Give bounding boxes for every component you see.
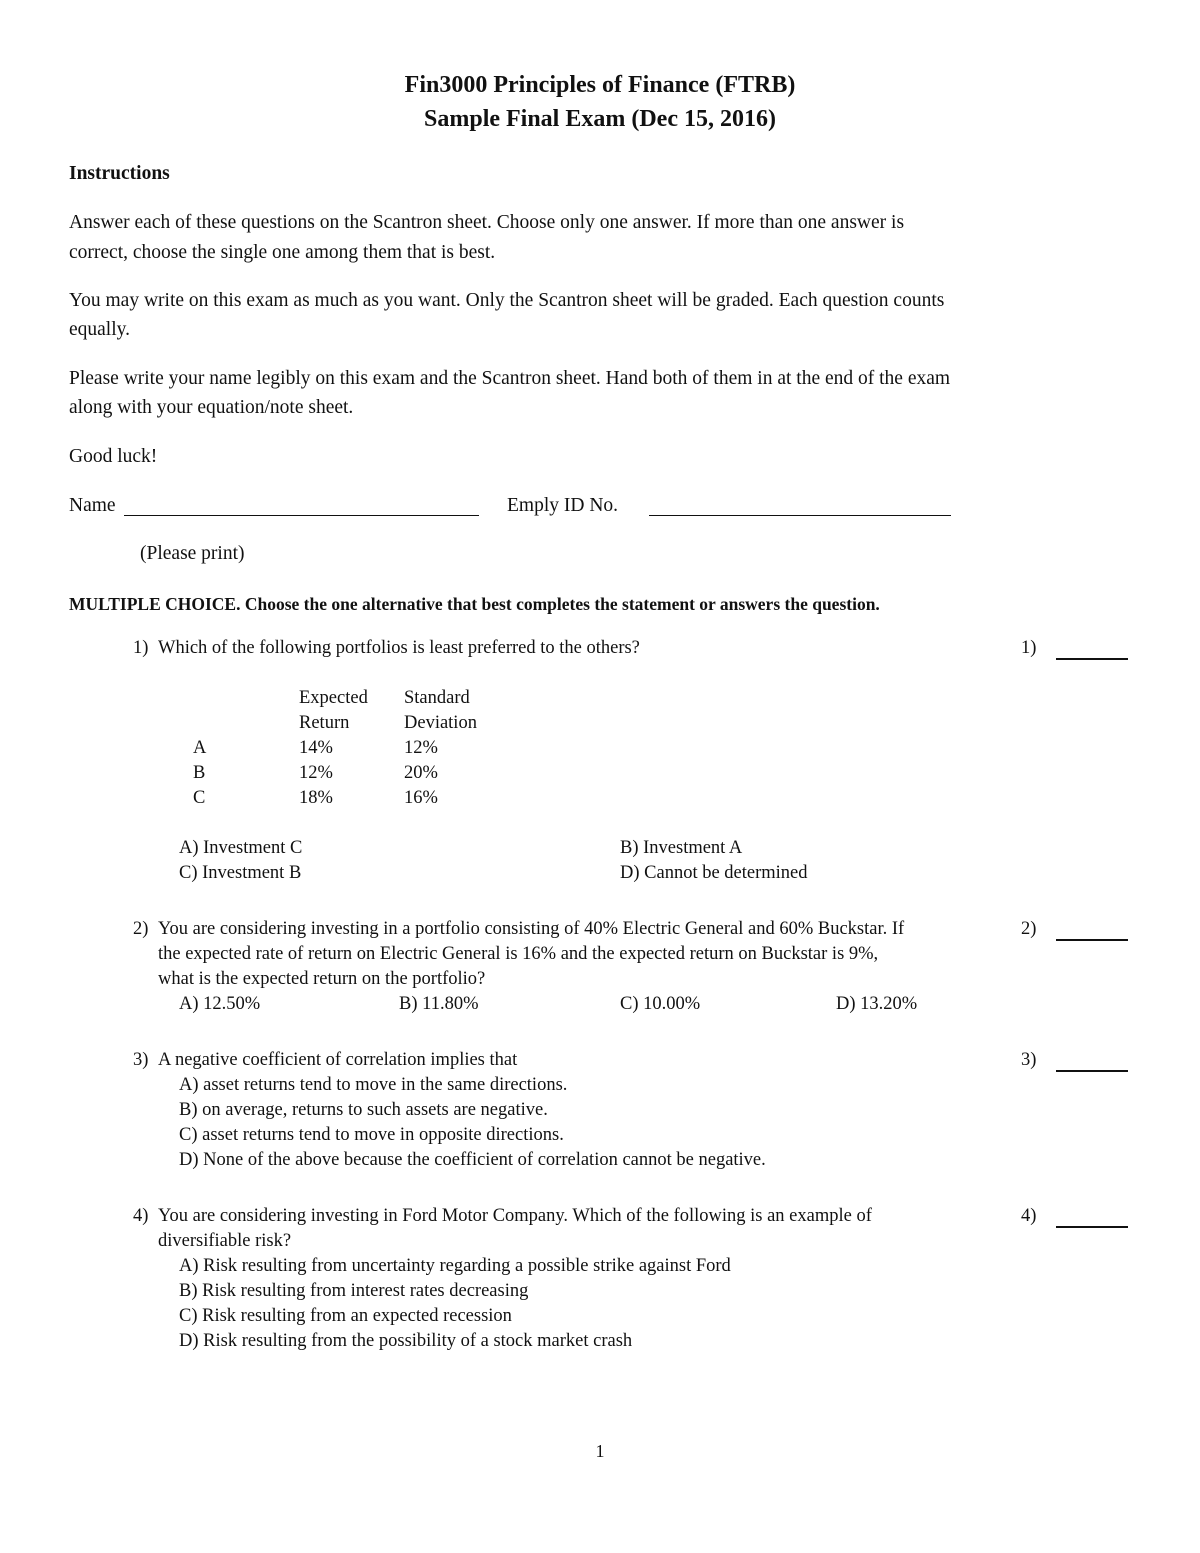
q2-text-line2: the expected rate of return on Electric General is 16% and the expected return on Buckstar is 9%, [158, 944, 879, 964]
q4-text-line1: You are considering investing in Ford Motor Company. Which of the following is an example of [158, 1206, 872, 1226]
employee-id-label: Emply ID No. [507, 495, 619, 516]
q2-option-d: D) 13.20% [836, 994, 918, 1014]
q1-option-c: C) Investment B [179, 863, 302, 883]
q3-option-c: C) asset returns tend to move in opposite directions. [179, 1125, 564, 1145]
q3-option-d: D) None of the above because the coefficient of correlation cannot be negative. [179, 1150, 766, 1170]
q1-col-return-header1: Expected [299, 688, 368, 708]
name-blank-line[interactable] [124, 515, 479, 516]
q1-row-return: 12% [299, 763, 333, 783]
multiple-choice-label: MULTIPLE CHOICE. [69, 594, 241, 614]
q1-row-return: 14% [299, 738, 333, 758]
q1-option-a: A) Investment C [179, 838, 303, 858]
q1-row-sd: 16% [404, 788, 438, 808]
instructions-para2-line1: You may write on this exam as much as you want. Only the Scantron sheet will be graded. Each question counts [69, 290, 945, 311]
q4-option-c: C) Risk resulting from an expected recession [179, 1306, 512, 1326]
q2-answer-line[interactable] [1056, 939, 1128, 941]
instructions-heading: Instructions [69, 163, 170, 184]
good-luck-text: Good luck! [69, 446, 158, 467]
q2-answer-number: 2) [1021, 919, 1037, 939]
q3-answer-line[interactable] [1056, 1070, 1128, 1072]
q4-option-a: A) Risk resulting from uncertainty regarding a possible strike against Ford [179, 1256, 731, 1276]
q1-row-name: C [193, 788, 206, 808]
q1-option-b: B) Investment A [620, 838, 743, 858]
q4-answer-number: 4) [1021, 1206, 1037, 1226]
please-print-note: (Please print) [140, 543, 245, 564]
q3-answer-number: 3) [1021, 1050, 1037, 1070]
q1-col-sd-header2: Deviation [404, 713, 477, 733]
employee-id-blank-line[interactable] [649, 515, 951, 516]
q1-row-name: B [193, 763, 206, 783]
q4-answer-line[interactable] [1056, 1226, 1128, 1228]
q4-option-d: D) Risk resulting from the possibility of a stock market crash [179, 1331, 633, 1351]
q1-row-sd: 12% [404, 738, 438, 758]
q1-option-d: D) Cannot be determined [620, 863, 808, 883]
instructions-para3-line1: Please write your name legibly on this exam and the Scantron sheet. Hand both of them in at the end of the exam [69, 368, 951, 389]
q4-text-line2: diversifiable risk? [158, 1231, 292, 1251]
q3-number: 3) [133, 1050, 149, 1070]
instructions-para1-line1: Answer each of these questions on the Scantron sheet. Choose only one answer. If more than one answer is [69, 212, 905, 233]
q4-number: 4) [133, 1206, 149, 1226]
q1-number: 1) [133, 638, 149, 658]
q3-option-b: B) on average, returns to such assets are negative. [179, 1100, 548, 1120]
q2-text-line3: what is the expected return on the portfolio? [158, 969, 486, 989]
q1-answer-line[interactable] [1056, 658, 1128, 660]
q2-option-b: B) 11.80% [399, 994, 479, 1014]
instructions-para1-line2: correct, choose the single one among them that is best. [69, 242, 496, 263]
exam-subtitle: Sample Final Exam (Dec 15, 2016) [424, 106, 776, 132]
name-label: Name [69, 495, 116, 516]
instructions-para2-line2: equally. [69, 319, 131, 340]
multiple-choice-directions: Choose the one alternative that best completes the statement or answers the question. [244, 594, 880, 614]
q1-col-sd-header1: Standard [404, 688, 470, 708]
q4-option-b: B) Risk resulting from interest rates decreasing [179, 1281, 529, 1301]
exam-title: Fin3000 Principles of Finance (FTRB) [404, 72, 796, 98]
multiple-choice-header [69, 594, 880, 615]
q2-number: 2) [133, 919, 149, 939]
q2-option-c: C) 10.00% [620, 994, 701, 1014]
q3-option-a: A) asset returns tend to move in the same directions. [179, 1075, 568, 1095]
q2-option-a: A) 12.50% [179, 994, 261, 1014]
page-number: 1 [595, 1441, 605, 1461]
q1-row-name: A [193, 738, 207, 758]
q3-text: A negative coefficient of correlation implies that [158, 1050, 518, 1070]
q1-answer-number: 1) [1021, 638, 1037, 658]
q2-text-line1: You are considering investing in a portfolio consisting of 40% Electric General and 60% Buckstar. If [158, 919, 905, 939]
q1-row-sd: 20% [404, 763, 438, 783]
instructions-para3-line2: along with your equation/note sheet. [69, 397, 354, 418]
q1-text: Which of the following portfolios is least preferred to the others? [158, 638, 640, 658]
q1-col-return-header2: Return [299, 713, 350, 733]
q1-row-return: 18% [299, 788, 333, 808]
